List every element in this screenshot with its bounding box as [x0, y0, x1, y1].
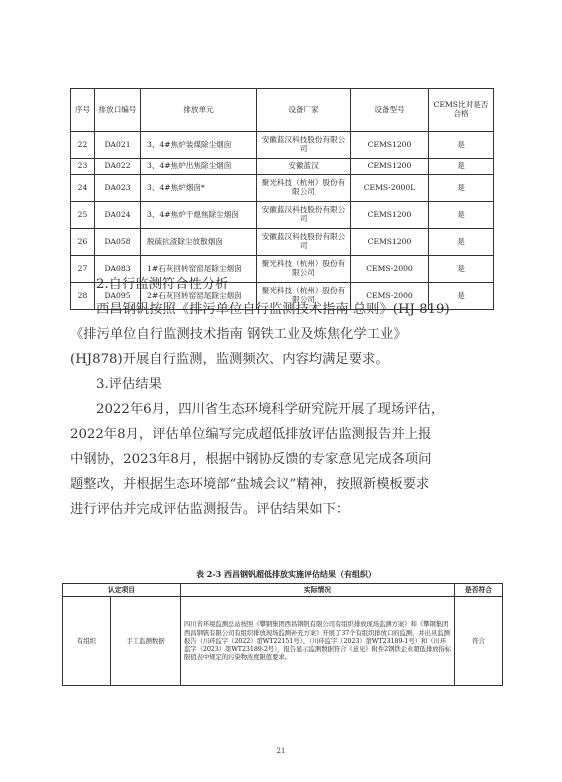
cell-manufacturer: 安徽蓝汉: [257, 159, 351, 175]
cell-outlet-code: DA024: [95, 202, 141, 229]
cell-index: 28: [71, 283, 95, 310]
cell-emission-unit: 脱硫抗渣除尘放散烟囱: [141, 229, 257, 256]
cell-model: CEMS1200: [351, 132, 429, 159]
cell-outlet-code: DA058: [95, 229, 141, 256]
paragraph-line: 2022年8月，评估单位编写完成超低排放评估监测报告并上报: [70, 427, 432, 442]
col-header-item: 认定项目: [63, 584, 181, 597]
table-row: [71, 175, 494, 202]
cell-qualified: 是: [429, 159, 494, 175]
cell-index: 22: [71, 132, 95, 159]
cell-qualified: 是: [429, 175, 494, 202]
cell-manufacturer: 安徽蓝汉科技股份有限公司: [257, 202, 351, 229]
cell-emission-unit: 3、4#焦炉出焦除尘烟囱: [141, 159, 257, 175]
cell-index: 23: [71, 159, 95, 175]
table-caption: 表 2-3 西昌钢钒超低排放实施评估结果（有组织）: [195, 569, 377, 579]
table-header-row: [71, 89, 494, 132]
cell-emission-unit: 1#石灰回转窑窑尾除尘烟囱: [141, 256, 257, 283]
cell-result: 符合: [455, 597, 503, 686]
cell-qualified: 是: [429, 229, 494, 256]
cell-model: CEMS-2000: [351, 256, 429, 283]
paragraph-line: 2022年6月，四川省生态环境科学研究院开展了现场评估，: [96, 402, 445, 417]
section-heading-results: 3.评估结果: [96, 377, 162, 392]
col-header-cems-qualified: CEMS比对是否合格: [429, 89, 494, 132]
cell-model: CEMS1200: [351, 202, 429, 229]
table-row: [71, 229, 494, 256]
cell-model: CEMS1200: [351, 229, 429, 256]
cell-outlet-code: DA023: [95, 175, 141, 202]
cell-category: 有组织: [63, 597, 111, 686]
col-header-outlet-code: 排放口编号: [95, 89, 141, 132]
cell-qualified: 是: [429, 132, 494, 159]
cell-manufacturer: 安徽蓝汉科技股份有限公司: [257, 132, 351, 159]
paragraph-line: 进行评估并完成评估监测报告。评估结果如下：: [70, 502, 350, 517]
cell-index: 24: [71, 175, 95, 202]
cell-manufacturer: 安徽蓝汉科技股份有限公司: [257, 229, 351, 256]
page-number: 21: [276, 747, 286, 755]
col-header-manufacturer: 设备厂家: [257, 89, 351, 132]
col-header-emission-unit: 排放单元: [141, 89, 257, 132]
paragraph-line: 《排污单位自行监测技术指南 钢铁工业及炼焦化学工业》: [70, 327, 407, 342]
paragraph-line: 中钢协，2023年8月，根据中钢协反馈的专家意见完成各项问: [70, 452, 432, 467]
section-heading-compliance: 2.自行监测符合性分析: [96, 277, 229, 292]
col-header-compliant: 是否符合: [455, 584, 503, 597]
cell-qualified: 是: [429, 256, 494, 283]
cell-outlet-code: DA021: [95, 132, 141, 159]
paragraph-line: (HJ878)开展自行监测，监测频次、内容均满足要求。: [70, 352, 389, 367]
cell-outlet-code: DA022: [95, 159, 141, 175]
col-header-index: 序号: [71, 89, 95, 132]
cell-manufacturer: 聚光科技（杭州）股份有限公司: [257, 256, 351, 283]
table-row: [71, 202, 494, 229]
cell-index: 26: [71, 229, 95, 256]
cell-model: CEMS-2000L: [351, 175, 429, 202]
cell-emission-unit: 2#石灰回转窑窑尾除尘烟囱: [141, 283, 257, 310]
cell-item: 手工监测数据: [111, 597, 181, 686]
table-row: [71, 159, 494, 175]
cell-manufacturer: 聚光科技（杭州）股份有限公司: [257, 283, 351, 310]
cell-index: 25: [71, 202, 95, 229]
cell-detail: 四川省环境监测总站按照《攀钢集团西昌钢钒有限公司有组织排放现场监测方案》和《攀钢集团西昌钢钒有限公司有组织排放现场监测补充方案》开展了37个有组织排放口的监测，并出具监测报告（川环监字（2022）第WT22151号）、（川环监字（2023）第WT23189-1号）和（川环监字（2023）第WT23189-2号），报告显示监测数据符合《意见》附件2钢铁企业超低排放指标限值表中规定的污染物浓度限值要求。: [181, 597, 455, 686]
table-header-row: [63, 584, 503, 597]
cell-outlet-code: DA095: [95, 283, 141, 310]
cell-manufacturer: 聚光科技（杭州）股份有限公司: [257, 175, 351, 202]
cell-qualified: 是: [429, 283, 494, 310]
assessment-results-table: [62, 583, 503, 686]
cell-emission-unit: 3、4#焦炉装煤除尘烟囱: [141, 132, 257, 159]
col-header-actual: 实际情况: [181, 584, 455, 597]
cell-qualified: 是: [429, 202, 494, 229]
cell-index: 27: [71, 256, 95, 283]
cell-model: CEMS-2000: [351, 283, 429, 310]
table-row: [63, 597, 503, 686]
table-row: [71, 132, 494, 159]
col-header-model: 设备型号: [351, 89, 429, 132]
cell-model: CEMS1200: [351, 159, 429, 175]
cell-outlet-code: DA083: [95, 256, 141, 283]
cell-emission-unit: 3、4#焦炉干熄焦除尘烟囱: [141, 202, 257, 229]
cell-emission-unit: 3、4#焦炉烟囱*: [141, 175, 257, 202]
paragraph-line: 题整改，并根据生态环境部“盐城会议”精神，按照新模板要求: [70, 477, 430, 492]
paragraph-line: 西昌钢钒按照《排污单位自行监测技术指南 总则》(HJ 819): [96, 302, 450, 317]
